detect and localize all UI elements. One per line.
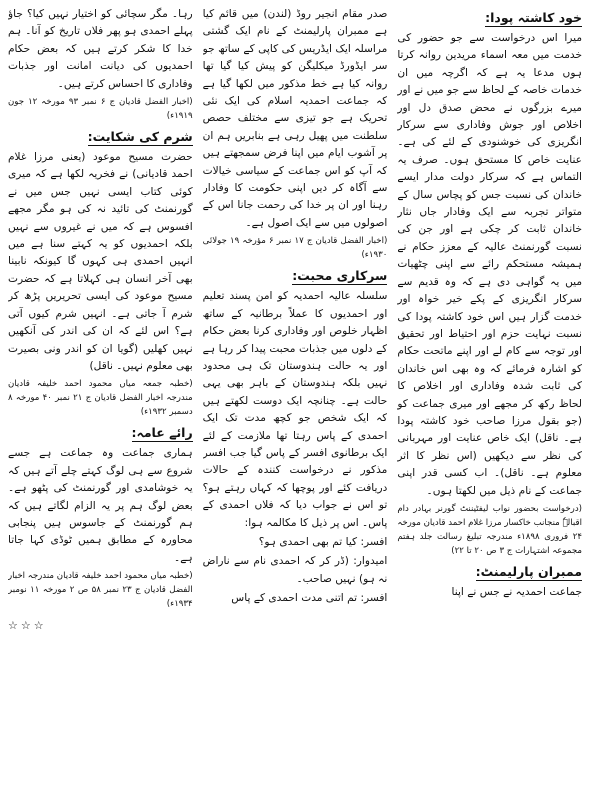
dialogue-line: افسر: کیا تم بھی احمدی ہو؟ (258, 535, 388, 548)
paragraph-officer-story: سلسلہ عالیہ احمدیہ کو امن پسند تعلیم اور احمدیوں کا عملاً برطانیہ کے ساتھ اظہار خلوص اور وفاداری کرنا بعض حکام کے دلوں میں جذبات محبت پیدا کر رہا ہے اور یہ حالت ہندوستان تک ہی محدود نہیں بلکہ ہندوستان کے باہر بھی یہی حالت ہے۔ چنانچہ ایک دوست لکھتے ہیں کہ ایک شخص جو کچھ مدت تک ایک احمدی کے پاس رہتا تھا ملازمت کے لئے ایک برطانوی افسر کے پاس گیا جب افسر مذکور نے درخواست کنندہ کے حالات دریافت کئے اور پوچھا کہ کہاں رہتے ہو؟ تو اس نے جواب دیا کہ فلاں احمدی کے پاس۔ اس پر ذیل کا مکالمہ ہوا: (202, 290, 388, 529)
source-citation: (اخبار الفضل قادیان ج ۶ نمبر ۹۳ مورخہ ۱۲ جون ۱۹۱۹ء) (7, 97, 193, 122)
star-divider: ☆☆☆ (7, 619, 47, 633)
source-citation: (اخبار الفضل قادیان ج ۱۷ نمبر ۶ مؤرخہ ۱۹ جولائی ۱۹۳۰ء) (202, 236, 388, 261)
column-right (397, 6, 582, 780)
paragraph-request: میرا اس درخواست سے جو حضور کی خدمت میں معہ اسماء مریدین روانہ کرتا ہوں مدعا یہ ہے کہ اگرچہ میں ان خدمات خاصہ کے لحاظ سے جو میں نے اور میرے بزرگوں نے محض صدق دل اور اخلاص اور جوش وفاداری سے سرکار انگریزی کی خوشنودی کے لئے کی ہے۔ عنایت خاص کا مستحق ہوں۔ صرف یہ التماس ہے کہ سرکار دولت مدار ایسے خاندان کی نسبت جس کو پچاس سال کے متواتر تجربہ سے ایک وفادار جاں نثار خاندان ثابت کر چکی ہے اور جن کی نسبت گورنمنٹ عالیہ کے معزز حکام نے ہمیشہ مستحکم رائے سے اپنی چٹھیات میں یہ گواہی دی ہے کہ وہ قدیم سے سرکار انگریزی کے پکے خیر خواہ اور خدمت گزار ہیں اس خود کاشتہ پودا کی نسبت نہایت حزم اور احتیاط اور تحقیق اور توجہ سے کام لے اور اپنے ماتحت حکام کو اشارہ فرمائے کہ وہ بھی اس خاندان کی ثابت شدہ وفاداری اور اخلاص کا لحاظ رکھ کر مجھے اور میری جماعت کو (جو بقول مرزا صاحب خود کاشتہ پودا ہے۔ ناقل) ایک خاص عنایت اور مہربانی کی نظر سے دیکھیں (اس نظر کا اثر معلوم ہے۔ ناقل)۔ اب کسی قدر اپنی جماعت کے نام ذیل میں لکھتا ہوں۔ (397, 32, 582, 497)
heading-shame-complaint: شرم کی شکایت: (87, 129, 193, 145)
column-left (8, 6, 193, 780)
paragraph-public-opinion: ہماری جماعت وہ جماعت ہے جسے شروع سے ہی لوگ کہتے چلے آتے ہیں کہ یہ خوشامدی اور گورنمنٹ کی پٹھو ہے۔ بعض لوگ ہم پر یہ الزام لگاتے ہیں کہ ہم گورنمنٹ کے جاسوس ہیں پنجابی محاورہ کے مطابق ہمیں ٹوڈی کہا جاتا ہے۔ (7, 447, 193, 564)
heading-khud-kashta: خود کاشتہ پودا: (485, 10, 582, 25)
source-citation: (درخواست بحضور نواب لیفٹیننٹ گورنر بہادر دام اقبالہٗ منجانب خاکسار مرزا غلام احمد قادیان مورخہ ۲۴ فروری ۱۸۹۸ء مندرجہ تبلیغ رسالت جلد ہفتم مجموعہ اشتہارات ج ۳ ص ۲۰ تا ۲۲) (397, 503, 582, 556)
source-citation: (خطبہ میاں محمود احمد خلیفہ قادیان مندرجہ اخبار الفضل قادیان ج ۲۳ نمبر ۵۸ ص ۲ مورخہ ۱۱ نومبر ۱۹۳۴ء) (7, 571, 193, 610)
text-columns (8, 6, 582, 780)
paragraph-jamaat: جماعت احمدیہ نے جس نے اپنا (451, 585, 582, 598)
heading-public-opinion: رائے عامہ: (131, 425, 193, 441)
paragraph-shame: حضرت مسیح موعود (یعنی مرزا غلام احمد قادیانی) نے فخریہ لکھا ہے کہ میری کوئی کتاب ایسی نہیں جس میں نے گورنمنٹ کی تائید نہ کی ہو مگر مجھے افسوس ہے کہ میں نے غیروں سے نہیں بلکہ احمدیوں کو یہ کہتے سنا ہے میں انہیں احمدی ہی کہوں گا کیونکہ نابینا بھی آخر انسان ہی کہلاتا ہے کہ حضرت مسیح موعود کی ایسی تحریریں پڑھ کر شرم آ جاتی ہے۔ انہیں شرم کیوں آتی ہے؟ اس لئے کہ ان کی اندر کی آنکھیں نہیں کھلیں (گویا ان کو اندر ونی بصیرت بھی معلوم نہیں۔ ناقل) (7, 151, 193, 372)
source-citation: (خطبہ جمعہ میاں محمود احمد خلیفہ قادیان مندرجہ اخبار الفضل قادیان ج ۲۱ نمبر ۴۰ مورخہ ۸ دسمبر ۱۹۳۲ء) (7, 379, 193, 418)
heading-government-love: سرکاری محبت: (292, 268, 388, 284)
dialogue-line: افسر: تم اتنی مدت احمدی کے پاس (231, 592, 388, 605)
dialogue-line: امیدوار: (ڈر کر کہ احمدی نام سے ناراض نہ ہو) نہیں صاحب۔ (202, 555, 388, 585)
paragraph-london-letter: صدر مقام انجیر روڈ (لندن) میں قائم کیا ہے ممبران پارلیمنٹ کے نام ایک گشتی مراسلہ ایک ایڈریس کی کاپی کے ساتھ جو سر ایڈورڈ میکلیگن کو پیش کیا گیا تھا روانہ کیا ہے خط مذکور میں لکھا گیا ہے کہ جماعت احمدیہ اسلام کی ایک نئی تحریک ہے جو تیزی سے مختلف حصص سلطنت میں پھیل رہی ہے بنابریں ہم ان پر آشوب ایام میں اپنا فرض سمجھتے ہیں کہ آپ کو اس جماعت کے سیاسی خیالات سے آگاہ کر دیں اپنی حکومت کا وفادار رہنا اور ان پر خدا کی رحمت جانا اس کے اصولوں میں سے ایک اصول ہے۔ (202, 8, 388, 229)
paragraph-continuation: رہا۔ مگر سچائی کو اختیار نہیں کیا؟ جاؤ پہلے احمدی ہو پھر فلاں تاریخ کو آنا۔ ہم خدا کا شکر کرتے ہیں کہ بعض حکام احمدیوں کی دیانت امانت اور جذبات وفاداری کا احساس کرتے ہیں۔ (7, 8, 193, 90)
heading-parliament-members: ممبران پارلیمنٹ: (475, 563, 582, 579)
column-middle (203, 6, 388, 780)
